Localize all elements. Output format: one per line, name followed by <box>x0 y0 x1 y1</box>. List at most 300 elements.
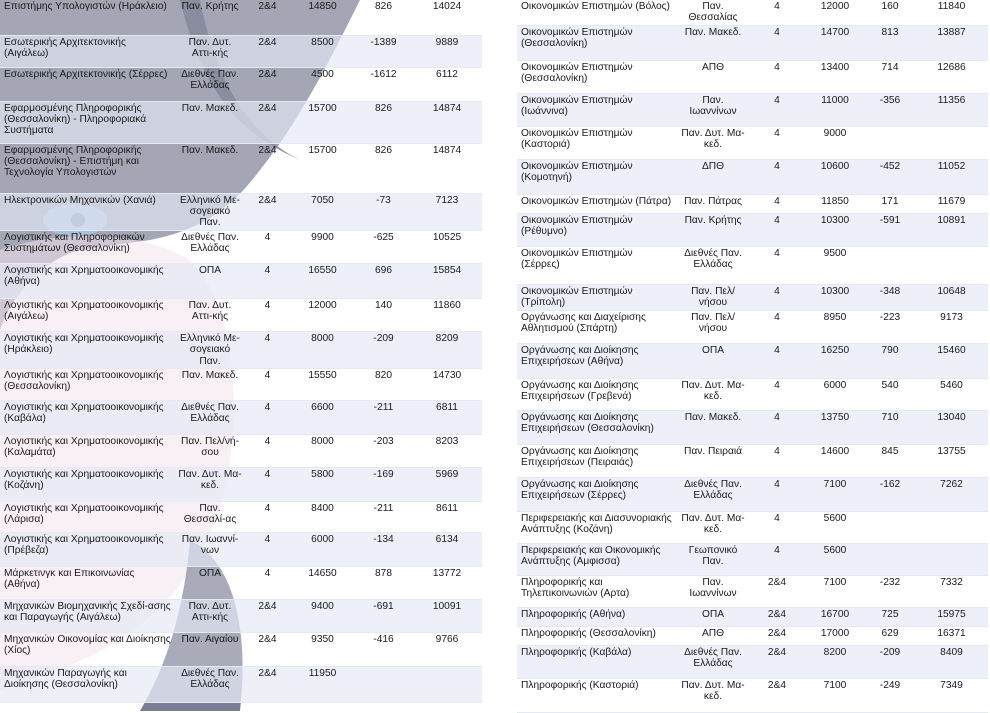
department-cell: Λογιστικής και Χρηματοοικονομικής (Θεσσαλονίκη) <box>0 368 175 400</box>
university-cell: Παν. Πειραιά <box>677 444 749 477</box>
base-score-cell: 9000 <box>805 126 865 159</box>
university-cell: ΟΠΑ <box>677 607 749 626</box>
base-score-cell: 14650 <box>290 566 355 599</box>
fields-cell: 2&4 <box>245 0 290 35</box>
table-row <box>0 434 482 467</box>
university-cell: Διεθνές Παν. Ελλάδας <box>677 246 749 284</box>
department-cell: Οικονομικών Επιστημών (Ιωάννινα) <box>517 93 677 126</box>
base-score-cell: 11850 <box>805 194 865 213</box>
base-score-cell: 5800 <box>290 467 355 501</box>
university-cell: Διεθνές Παν. Ελλάδας <box>175 666 245 702</box>
previous-base-cell: 15460 <box>915 343 988 378</box>
university-cell: Παν. Πελ/νήσου <box>677 284 749 310</box>
previous-base-cell: 11052 <box>915 159 988 194</box>
base-score-cell: 8000 <box>290 331 355 368</box>
fields-cell: 4 <box>749 194 805 213</box>
department-cell: Οικονομικών Επιστημών (Καστοριά) <box>517 126 677 159</box>
fields-cell: 2&4 <box>749 575 805 607</box>
base-score-cell: 6600 <box>290 400 355 434</box>
base-score-cell: 17000 <box>805 626 865 645</box>
fields-cell: 4 <box>245 331 290 368</box>
department-cell: Λογιστικής και Χρηματοοικονομικής (Καλαμάτα) <box>0 434 175 467</box>
table-row <box>517 284 988 310</box>
department-cell: Εσωτερικής Αρχιτεκτονικής (Αιγάλεω) <box>0 35 175 67</box>
fields-cell: 4 <box>245 230 290 263</box>
base-score-cell: 13750 <box>805 410 865 444</box>
previous-base-cell: 13755 <box>915 444 988 477</box>
university-cell: Ελληνικό Με-σογειακό Παν. <box>175 331 245 368</box>
fields-cell: 2&4 <box>245 599 290 632</box>
table-row <box>517 0 988 25</box>
previous-base-cell: 13772 <box>412 566 482 599</box>
previous-base-cell: 8203 <box>412 434 482 467</box>
base-score-cell: 10300 <box>805 284 865 310</box>
fields-cell: 2&4 <box>749 645 805 678</box>
table-row <box>0 566 482 599</box>
base-score-cell: 5600 <box>805 543 865 575</box>
difference-cell: 629 <box>865 626 915 645</box>
table-row <box>0 67 482 101</box>
fields-cell: 2&4 <box>245 35 290 67</box>
difference-cell <box>355 666 412 702</box>
table-row <box>517 310 988 343</box>
department-cell: Εσωτερικής Αρχιτεκτονικής (Σέρρες) <box>0 67 175 101</box>
university-cell: Παν. Δυτ. Μα-κεδ. <box>677 126 749 159</box>
base-score-cell: 8500 <box>290 35 355 67</box>
base-score-cell: 16700 <box>805 607 865 626</box>
difference-cell: 710 <box>865 410 915 444</box>
previous-base-cell: 6134 <box>412 532 482 566</box>
table-row <box>517 343 988 378</box>
previous-base-cell: 15975 <box>915 607 988 626</box>
difference-cell: -73 <box>355 193 412 230</box>
table-row <box>517 410 988 444</box>
university-cell: Διεθνές Παν. Ελλάδας <box>677 645 749 678</box>
university-cell: Διεθνές Παν. Ελλάδας <box>175 400 245 434</box>
fields-cell: 2&4 <box>245 632 290 666</box>
university-cell: Παν. Θεσσαλίας <box>677 0 749 25</box>
department-cell: Λογιστικής και Χρηματοοικονομικής (Λάρισα) <box>0 501 175 532</box>
table-row <box>517 378 988 410</box>
difference-cell: -452 <box>865 159 915 194</box>
previous-base-cell: 9173 <box>915 310 988 343</box>
department-cell: Οικονομικών Επιστημών (Θεσσαλονίκη) <box>517 25 677 60</box>
base-score-cell: 13400 <box>805 60 865 93</box>
university-cell: ΟΠΑ <box>175 566 245 599</box>
department-cell: Περιφερειακής και Οικονομικής Ανάπτυξης (Αμφισσα) <box>517 543 677 575</box>
difference-cell: 160 <box>865 0 915 25</box>
fields-cell: 4 <box>749 126 805 159</box>
difference-cell: 813 <box>865 25 915 60</box>
department-cell: Πληροφορικής (Καβάλα) <box>517 645 677 678</box>
table-row <box>517 213 988 246</box>
department-cell: Πληροφορικής (Αθήνα) <box>517 607 677 626</box>
difference-cell: -203 <box>355 434 412 467</box>
previous-base-cell: 8209 <box>412 331 482 368</box>
department-cell: Οικονομικών Επιστημών (Πάτρα) <box>517 194 677 213</box>
department-cell: Οικονομικών Επιστημών (Θεσσαλονίκη) <box>517 60 677 93</box>
university-cell: Παν. Κρήτης <box>175 0 245 35</box>
table-row <box>517 607 988 626</box>
base-score-cell: 14700 <box>805 25 865 60</box>
fields-cell: 4 <box>749 543 805 575</box>
base-score-cell: 6000 <box>805 378 865 410</box>
base-score-cell: 5600 <box>805 511 865 543</box>
base-score-cell: 16250 <box>805 343 865 378</box>
base-score-cell: 16550 <box>290 263 355 298</box>
table-row <box>0 331 482 368</box>
department-cell: Πληροφορικής (Καστοριά) <box>517 678 677 712</box>
university-cell: Παν. Δυτ. Αττι-κής <box>175 298 245 331</box>
table-row <box>0 467 482 501</box>
department-cell: Επιστήμης Υπολογιστών (Ηράκλειο) <box>0 0 175 35</box>
previous-base-cell: 14730 <box>412 368 482 400</box>
base-score-cell: 12000 <box>805 0 865 25</box>
difference-cell: -209 <box>865 645 915 678</box>
fields-cell: 4 <box>749 378 805 410</box>
university-cell: Παν. Δυτ. Μα-κεδ. <box>677 378 749 410</box>
previous-base-cell: 11679 <box>915 194 988 213</box>
table-row <box>517 444 988 477</box>
base-score-cell: 7100 <box>805 477 865 511</box>
department-cell: Λογιστικής και Πληροφοριακών Συστημάτων (Θεσσαλονίκη) <box>0 230 175 263</box>
department-cell: Λογιστικής και Χρηματοοικονομικής (Αιγάλεω) <box>0 298 175 331</box>
difference-cell: 140 <box>355 298 412 331</box>
fields-cell: 4 <box>245 434 290 467</box>
difference-cell: -691 <box>355 599 412 632</box>
previous-base-cell: 5969 <box>412 467 482 501</box>
base-score-cell: 9350 <box>290 632 355 666</box>
table-row <box>517 645 988 678</box>
department-cell: Οικονομικών Επιστημών (Ρέθυμνο) <box>517 213 677 246</box>
difference-cell: -348 <box>865 284 915 310</box>
right-admissions-table <box>517 0 988 713</box>
fields-cell: 2&4 <box>245 67 290 101</box>
base-score-cell: 14600 <box>805 444 865 477</box>
fields-cell: 2&4 <box>245 101 290 143</box>
department-cell: Μηχανικών Βιομηχανικής Σχεδί-ασης και Παραγωγής (Αιγάλεω) <box>0 599 175 632</box>
department-cell: Οργάνωσης και Διοίκησης Επιχειρήσεων (Αθήνα) <box>517 343 677 378</box>
department-cell: Οργάνωσης και Διοίκησης Επιχειρήσεων (Γρεβενά) <box>517 378 677 410</box>
fields-cell: 4 <box>749 477 805 511</box>
fields-cell: 4 <box>749 511 805 543</box>
department-cell: Εφαρμοσμένης Πληροφορικής (Θεσσαλονίκη) - Επιστήμη και Τεχνολογία Υπολογιστών <box>0 143 175 193</box>
department-cell: Μάρκετινγκ και Επικοινωνίας (Αθήνα) <box>0 566 175 599</box>
fields-cell: 4 <box>749 25 805 60</box>
fields-cell: 2&4 <box>245 193 290 230</box>
fields-cell: 4 <box>245 566 290 599</box>
base-score-cell: 8950 <box>805 310 865 343</box>
previous-base-cell <box>915 543 988 575</box>
fields-cell: 4 <box>245 298 290 331</box>
difference-cell: -211 <box>355 400 412 434</box>
department-cell: Οργάνωσης και Διοίκησης Επιχειρήσεων (Σέρρες) <box>517 477 677 511</box>
difference-cell <box>865 246 915 284</box>
university-cell: Παν. Δυτ. Αττι-κής <box>175 599 245 632</box>
previous-base-cell: 11860 <box>412 298 482 331</box>
base-score-cell: 7100 <box>805 678 865 712</box>
fields-cell: 2&4 <box>749 626 805 645</box>
department-cell: Οικονομικών Επιστημών (Κομοτηνή) <box>517 159 677 194</box>
university-cell: Παν. Πελ/νή-σου <box>175 434 245 467</box>
department-cell: Ηλεκτρονικών Μηχανικών (Χανιά) <box>0 193 175 230</box>
table-row <box>0 298 482 331</box>
difference-cell <box>865 511 915 543</box>
university-cell: Παν. Πάτρας <box>677 194 749 213</box>
table-row <box>517 626 988 645</box>
university-cell: ΑΠΘ <box>677 626 749 645</box>
previous-base-cell: 16371 <box>915 626 988 645</box>
university-cell: Ελληνικό Με-σογειακό Παν. <box>175 193 245 230</box>
base-score-cell: 9900 <box>290 230 355 263</box>
previous-base-cell: 5460 <box>915 378 988 410</box>
difference-cell: 714 <box>865 60 915 93</box>
difference-cell: 820 <box>355 368 412 400</box>
university-cell: Παν. Ιωαννίνων <box>677 93 749 126</box>
previous-base-cell: 12686 <box>915 60 988 93</box>
table-row <box>517 246 988 284</box>
difference-cell: -162 <box>865 477 915 511</box>
previous-base-cell: 7349 <box>915 678 988 712</box>
university-cell: Παν. Μακεδ. <box>175 368 245 400</box>
department-cell: Λογιστικής και Χρηματοοικονομικής (Κοζάνη) <box>0 467 175 501</box>
base-score-cell: 6000 <box>290 532 355 566</box>
previous-base-cell: 6811 <box>412 400 482 434</box>
difference-cell <box>865 543 915 575</box>
difference-cell: 171 <box>865 194 915 213</box>
table-row <box>517 543 988 575</box>
right-table-body <box>517 0 988 712</box>
department-cell: Εφαρμοσμένης Πληροφορικής (Θεσσαλονίκη) - Πληροφοριακά Συστήματα <box>0 101 175 143</box>
previous-base-cell: 13040 <box>915 410 988 444</box>
fields-cell: 2&4 <box>749 607 805 626</box>
table-row <box>0 400 482 434</box>
difference-cell: 845 <box>865 444 915 477</box>
previous-base-cell: 7262 <box>915 477 988 511</box>
fields-cell: 4 <box>245 501 290 532</box>
department-cell: Πληροφορικής και Τηλεπικοινωνιών (Αρτα) <box>517 575 677 607</box>
base-score-cell: 15700 <box>290 101 355 143</box>
table-row <box>0 532 482 566</box>
left-admissions-table <box>0 0 482 703</box>
table-row <box>0 632 482 666</box>
university-cell: Παν. Δυτ. Μα-κεδ. <box>677 511 749 543</box>
difference-cell: 790 <box>865 343 915 378</box>
base-score-cell: 9500 <box>805 246 865 284</box>
base-score-cell: 12000 <box>290 298 355 331</box>
base-score-cell: 8400 <box>290 501 355 532</box>
base-score-cell: 11000 <box>805 93 865 126</box>
university-cell: ΔΠΘ <box>677 159 749 194</box>
table-row <box>517 25 988 60</box>
university-cell: Παν. Δυτ. Αττι-κής <box>175 35 245 67</box>
previous-base-cell <box>915 511 988 543</box>
university-cell: Παν. Πελ/νήσου <box>677 310 749 343</box>
column-gutter <box>500 0 517 711</box>
previous-base-cell <box>915 126 988 159</box>
university-cell: ΑΠΘ <box>677 60 749 93</box>
table-row <box>517 678 988 712</box>
fields-cell: 4 <box>749 213 805 246</box>
table-row <box>0 230 482 263</box>
previous-base-cell: 9766 <box>412 632 482 666</box>
difference-cell <box>865 126 915 159</box>
fields-cell: 4 <box>245 400 290 434</box>
department-cell: Περιφερειακής και Διασυνοριακής Ανάπτυξης (Κοζάνη) <box>517 511 677 543</box>
left-table-panel <box>0 0 482 703</box>
fields-cell: 4 <box>749 310 805 343</box>
university-cell: Παν. Μακεδ. <box>677 25 749 60</box>
previous-base-cell <box>915 246 988 284</box>
university-cell: Παν. Δυτ. Μα-κεδ. <box>677 678 749 712</box>
fields-cell: 4 <box>245 467 290 501</box>
table-row <box>517 159 988 194</box>
previous-base-cell: 10525 <box>412 230 482 263</box>
previous-base-cell: 8611 <box>412 501 482 532</box>
base-score-cell: 7100 <box>805 575 865 607</box>
previous-base-cell: 11840 <box>915 0 988 25</box>
difference-cell: -1612 <box>355 67 412 101</box>
table-row <box>0 193 482 230</box>
fields-cell: 4 <box>749 343 805 378</box>
fields-cell: 4 <box>245 532 290 566</box>
table-row <box>517 60 988 93</box>
previous-base-cell: 14874 <box>412 101 482 143</box>
table-row <box>0 368 482 400</box>
table-row <box>517 575 988 607</box>
base-score-cell: 10600 <box>805 159 865 194</box>
table-row <box>517 126 988 159</box>
base-score-cell: 14850 <box>290 0 355 35</box>
previous-base-cell: 13887 <box>915 25 988 60</box>
fields-cell: 2&4 <box>245 666 290 702</box>
fields-cell: 4 <box>749 159 805 194</box>
previous-base-cell: 9889 <box>412 35 482 67</box>
fields-cell: 4 <box>245 368 290 400</box>
table-row <box>0 35 482 67</box>
university-cell: Παν. Κρήτης <box>677 213 749 246</box>
table-row <box>0 143 482 193</box>
base-score-cell: 8000 <box>290 434 355 467</box>
difference-cell: 696 <box>355 263 412 298</box>
table-row <box>0 0 482 35</box>
department-cell: Οργάνωσης και Διαχείρισης Αθλητισμού (Σπάρτη) <box>517 310 677 343</box>
department-cell: Οργάνωσης και Διοίκησης Επιχειρήσεων (Θεσσαλονίκη) <box>517 410 677 444</box>
previous-base-cell: 10091 <box>412 599 482 632</box>
previous-base-cell: 15854 <box>412 263 482 298</box>
table-row <box>0 666 482 702</box>
difference-cell: -232 <box>865 575 915 607</box>
table-row <box>517 477 988 511</box>
university-cell: Παν. Αιγαίου <box>175 632 245 666</box>
previous-base-cell: 14874 <box>412 143 482 193</box>
difference-cell: -356 <box>865 93 915 126</box>
left-table-body <box>0 0 482 702</box>
department-cell: Μηχανικών Οικονομίας και Διοίκησης (Χίος) <box>0 632 175 666</box>
difference-cell: -134 <box>355 532 412 566</box>
university-cell: Παν. Ιωαννίνων <box>677 575 749 607</box>
previous-base-cell <box>412 666 482 702</box>
difference-cell: -209 <box>355 331 412 368</box>
base-score-cell: 8200 <box>805 645 865 678</box>
difference-cell: -416 <box>355 632 412 666</box>
university-cell: Παν. Δυτ. Μα-κεδ. <box>175 467 245 501</box>
difference-cell: -1389 <box>355 35 412 67</box>
previous-base-cell: 11356 <box>915 93 988 126</box>
university-cell: Διεθνές Παν. Ελλάδας <box>677 477 749 511</box>
difference-cell: -625 <box>355 230 412 263</box>
difference-cell: 826 <box>355 101 412 143</box>
fields-cell: 2&4 <box>245 143 290 193</box>
table-row <box>0 263 482 298</box>
department-cell: Μηχανικών Παραγωγής και Διοίκησης (Θεσσαλονίκη) <box>0 666 175 702</box>
fields-cell: 4 <box>749 60 805 93</box>
base-score-cell: 10300 <box>805 213 865 246</box>
base-score-cell: 15550 <box>290 368 355 400</box>
previous-base-cell: 10648 <box>915 284 988 310</box>
department-cell: Πληροφορικής (Θεσσαλονίκη) <box>517 626 677 645</box>
difference-cell: -591 <box>865 213 915 246</box>
department-cell: Λογιστικής και Χρηματοοικονομικής (Καβάλα) <box>0 400 175 434</box>
department-cell: Λογιστικής και Χρηματοοικονομικής (Ηράκλειο) <box>0 331 175 368</box>
base-score-cell: 11950 <box>290 666 355 702</box>
university-cell: ΟΠΑ <box>677 343 749 378</box>
right-table-panel <box>517 0 988 713</box>
previous-base-cell: 6112 <box>412 67 482 101</box>
university-cell: Παν. Μακεδ. <box>677 410 749 444</box>
difference-cell: -211 <box>355 501 412 532</box>
difference-cell: 725 <box>865 607 915 626</box>
university-cell: Παν. Θεσσαλί-ας <box>175 501 245 532</box>
university-cell: Παν. Ιωαννί-νων <box>175 532 245 566</box>
department-cell: Οικονομικών Επιστημών (Βόλος) <box>517 0 677 25</box>
table-row <box>0 599 482 632</box>
previous-base-cell: 10891 <box>915 213 988 246</box>
table-row <box>517 194 988 213</box>
department-cell: Λογιστικής και Χρηματοοικονομικής (Αθήνα) <box>0 263 175 298</box>
fields-cell: 4 <box>749 0 805 25</box>
university-cell: Παν. Μακεδ. <box>175 101 245 143</box>
difference-cell: 878 <box>355 566 412 599</box>
fields-cell: 4 <box>245 263 290 298</box>
difference-cell: 826 <box>355 143 412 193</box>
fields-cell: 4 <box>749 410 805 444</box>
previous-base-cell: 14024 <box>412 0 482 35</box>
university-cell: Παν. Μακεδ. <box>175 143 245 193</box>
fields-cell: 4 <box>749 93 805 126</box>
base-score-cell: 15700 <box>290 143 355 193</box>
table-row <box>0 501 482 532</box>
fields-cell: 2&4 <box>749 678 805 712</box>
table-row <box>517 511 988 543</box>
difference-cell: -223 <box>865 310 915 343</box>
department-cell: Οργάνωσης και Διοίκησης Επιχειρήσεων (Πειραιάς) <box>517 444 677 477</box>
table-row <box>517 93 988 126</box>
base-score-cell: 4500 <box>290 67 355 101</box>
difference-cell: -169 <box>355 467 412 501</box>
university-cell: Γεωπονικό Παν. <box>677 543 749 575</box>
fields-cell: 4 <box>749 246 805 284</box>
fields-cell: 4 <box>749 284 805 310</box>
difference-cell: -249 <box>865 678 915 712</box>
university-cell: ΟΠΑ <box>175 263 245 298</box>
base-score-cell: 7050 <box>290 193 355 230</box>
table-row <box>0 101 482 143</box>
base-score-cell: 9400 <box>290 599 355 632</box>
university-cell: Διεθνές Παν. Ελλάδας <box>175 230 245 263</box>
previous-base-cell: 7332 <box>915 575 988 607</box>
department-cell: Λογιστικής και Χρηματοοικονομικής (Πρέβεζα) <box>0 532 175 566</box>
